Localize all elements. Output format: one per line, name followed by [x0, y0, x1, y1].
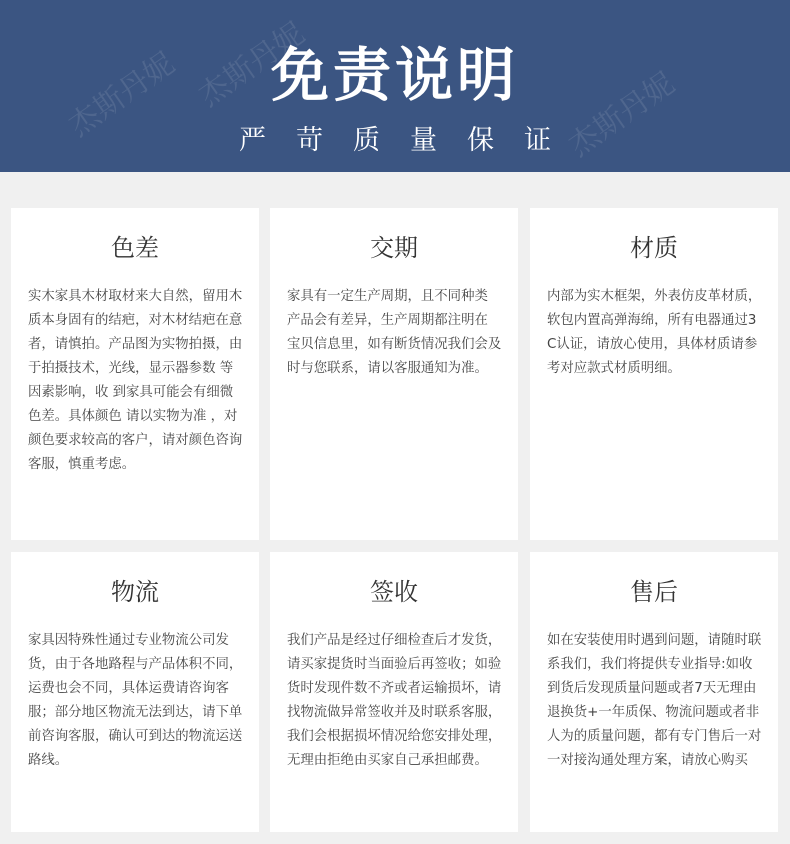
card-color-difference: [11, 208, 259, 540]
watermark: 杰斯丹妮: [562, 66, 682, 164]
card-logistics: [11, 552, 259, 832]
card-title: 售后: [630, 578, 678, 606]
card-body: 如在安装使用时遇到问题，请随时联系我们，我们将提供专业指导:如收到货后发现质量问题或者7天无理由退换货+一年质保、物流问题或者非人为的质量问题，都有专门售后一对一对接沟通处理方案，请放心购买: [547, 633, 762, 768]
card-title: 交期: [370, 234, 418, 262]
card-body: 内部为实木框架，外表仿皮革材质，软包内置高弹海绵，所有电器通过3C认证，请放心使用，具体材质请参考对应款式材质明细。: [547, 289, 762, 376]
card-title: 材质: [630, 234, 678, 262]
card-after-sales: [530, 552, 778, 832]
page-title: 免责说明: [270, 41, 519, 109]
card-body: 我们产品是经过仔细检查后才发货，请买家提货时当面验后再签收；如验货时发现件数不齐或者运输损坏，请找物流做异常签收并及时联系客服，我们会根据损坏情况给您安排处理，无理由拒绝由买家自己承担邮费。: [287, 633, 502, 768]
page-subtitle: 严苛质量保证: [239, 125, 581, 156]
card-title: 色差: [111, 234, 159, 262]
watermark: 杰斯丹妮: [62, 46, 182, 144]
card-title: 签收: [370, 578, 418, 606]
card-receipt: [270, 552, 518, 832]
card-body: 家具因特殊性通过专业物流公司发货，由于各地路程与产品体积不同，运费也会不同，具体运费请咨询客服；部分地区物流无法到达，请下单前咨询客服，确认可到达的物流运送路线。: [28, 633, 243, 768]
card-material: [530, 208, 778, 540]
card-title: 物流: [111, 578, 159, 606]
card-body: 实木家具木材取材来大自然，留用木质本身固有的结疤，对木材结疤在意者，请慎拍。产品图为实物拍摄，由于拍摄技术，光线，显示器参数 等因素影响，收 到家具可能会有细微色差。具体颜色 请以实物为准 ，对颜色要求较高的客户，请对颜色咨询客服，慎重考虑。: [28, 289, 243, 472]
watermark: 杰斯丹妮: [192, 16, 312, 114]
card-body: 家具有一定生产周期，且不同种类 产品会有差异，生产周期都注明在 宝贝信息里，如有断货情况我们会及时与您联系，请以客服通知为准。: [287, 289, 502, 376]
header-banner: [0, 0, 790, 172]
card-delivery-time: [270, 208, 518, 540]
